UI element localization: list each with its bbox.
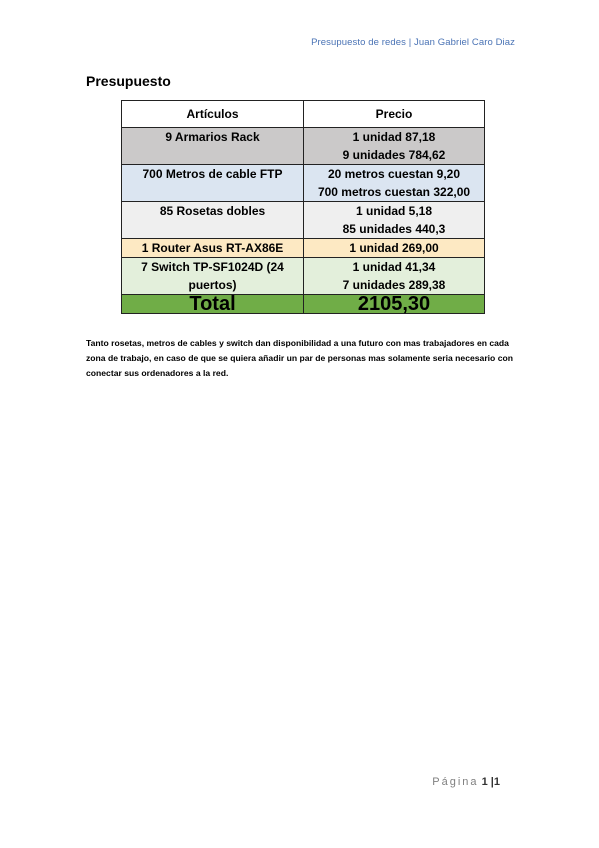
page-separator: | bbox=[490, 776, 494, 788]
table-row bbox=[122, 202, 485, 239]
item-text: 1 Router Asus RT-AX86E bbox=[141, 241, 284, 255]
price-cell bbox=[304, 258, 485, 295]
price-text: 1 unidad 5,18 bbox=[355, 204, 433, 218]
item-cell bbox=[122, 202, 304, 239]
item-cell bbox=[122, 165, 304, 202]
total-row bbox=[122, 295, 485, 314]
price-text: 1 unidad 41,34 bbox=[352, 260, 436, 274]
column-header-articles: Artículos bbox=[122, 101, 304, 128]
table-row bbox=[122, 239, 485, 258]
table-row bbox=[122, 128, 485, 165]
price-cell bbox=[304, 128, 485, 165]
section-title: Presupuesto bbox=[86, 73, 171, 89]
page-footer bbox=[432, 776, 500, 788]
item-cell bbox=[122, 239, 304, 258]
page-label: Página bbox=[432, 776, 479, 788]
budget-table bbox=[121, 100, 485, 314]
price-text: 7 unidades 289,38 bbox=[342, 278, 446, 292]
table-header-row bbox=[122, 101, 485, 128]
item-text: 7 Switch TP-SF1024D (24 bbox=[141, 260, 284, 274]
item-text: puertos) bbox=[188, 278, 237, 292]
note-paragraph: Tanto rosetas, metros de cables y switch dan disponibilidad a una futuro con mas trabajadores en cada zona de trabajo, en caso de que se quiera añadir un par de personas mas solamente seria necesario con conectar sus ordenadores a la red. bbox=[86, 338, 513, 378]
item-cell bbox=[122, 128, 304, 165]
total-label: Total bbox=[122, 295, 304, 314]
column-header-price: Precio bbox=[304, 101, 485, 128]
item-text: 9 Armarios Rack bbox=[165, 130, 260, 144]
price-text: 9 unidades 784,62 bbox=[342, 148, 446, 162]
price-cell bbox=[304, 202, 485, 239]
price-cell bbox=[304, 239, 485, 258]
price-text: 700 metros cuestan 322,00 bbox=[317, 185, 471, 199]
table-row bbox=[122, 165, 485, 202]
price-text: 1 unidad 269,00 bbox=[349, 241, 439, 255]
price-cell bbox=[304, 165, 485, 202]
page-total: 1 bbox=[493, 776, 500, 788]
item-text: 85 Rosetas dobles bbox=[159, 204, 266, 218]
price-text: 1 unidad 87,18 bbox=[352, 130, 436, 144]
price-text: 20 metros cuestan 9,20 bbox=[327, 167, 461, 181]
total-value: 2105,30 bbox=[304, 295, 485, 314]
item-text: 700 Metros de cable FTP bbox=[142, 167, 283, 181]
page-header: Presupuesto de redes | Juan Gabriel Caro Diaz bbox=[311, 37, 515, 48]
price-text: 85 unidades 440,3 bbox=[342, 222, 446, 236]
table-row bbox=[122, 258, 485, 295]
page-current: 1 bbox=[481, 776, 488, 788]
item-cell bbox=[122, 258, 304, 295]
